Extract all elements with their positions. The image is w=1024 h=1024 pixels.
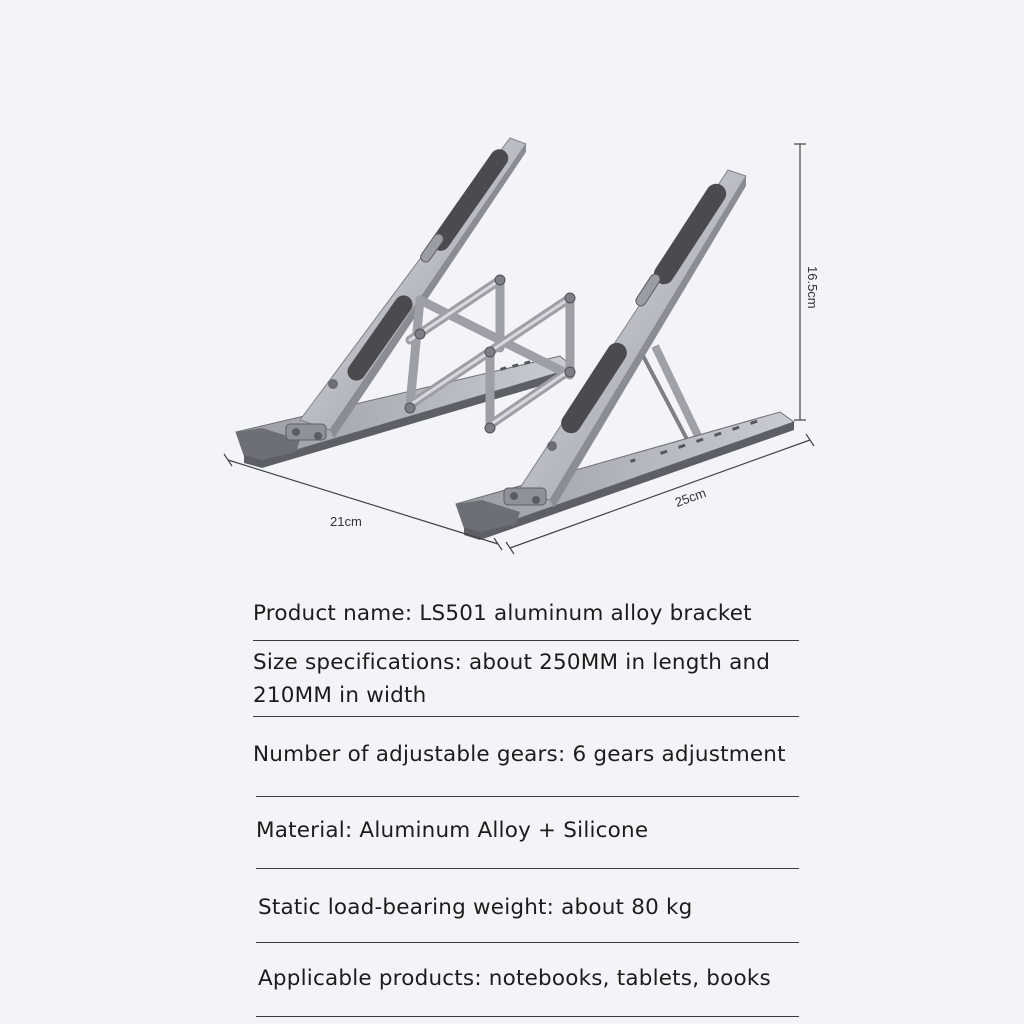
spec-load-weight: Static load-bearing weight: about 80 kg xyxy=(258,895,693,920)
spec-applicable-products: Applicable products: notebooks, tablets, books xyxy=(258,966,771,991)
front-stand xyxy=(456,170,794,540)
divider xyxy=(253,640,799,641)
dimension-length-label: 25cm xyxy=(672,484,708,510)
dimension-width-label: 21cm xyxy=(330,514,362,529)
divider xyxy=(256,1016,799,1017)
divider xyxy=(253,716,799,717)
dimension-width-line xyxy=(224,454,502,550)
divider xyxy=(256,942,799,943)
spec-material: Material: Aluminum Alloy + Silicone xyxy=(256,818,649,843)
back-stand xyxy=(236,138,574,468)
spec-product-name: Product name: LS501 aluminum alloy bracket xyxy=(253,601,752,626)
dimension-height-line xyxy=(794,144,806,420)
divider xyxy=(256,796,799,797)
divider xyxy=(256,868,799,869)
spec-size: Size specifications: about 250MM in length and 210MM in width xyxy=(253,650,771,708)
dimension-height-label: 16.5cm xyxy=(805,266,820,309)
spec-gears: Number of adjustable gears: 6 gears adjustment xyxy=(253,742,786,767)
